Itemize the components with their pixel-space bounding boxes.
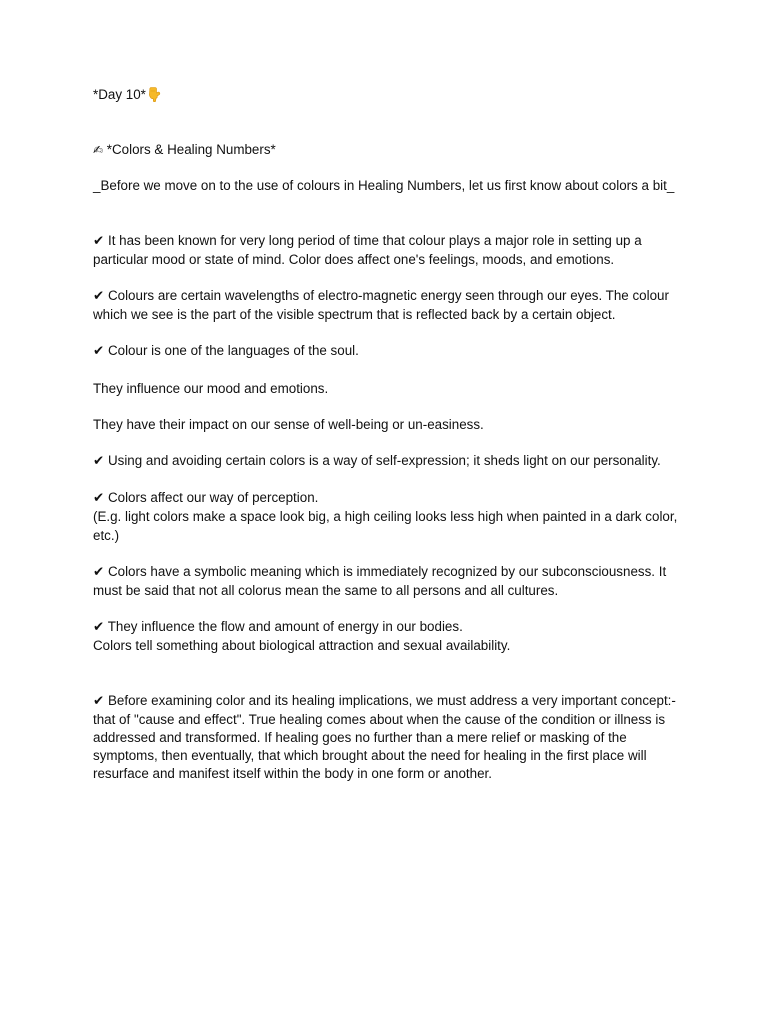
paragraph-text: Colors affect our way of perception. <box>107 490 319 506</box>
check-mark-icon: ✔ <box>93 454 105 470</box>
document-page <box>93 86 683 784</box>
paragraph-text: They influence the flow and amount of energy in our bodies. <box>107 619 463 635</box>
bullet-paragraph <box>93 287 683 324</box>
bullet-paragraph <box>93 342 683 361</box>
check-mark-icon: ✔ <box>93 233 105 249</box>
paragraph-text: Before examining color and its healing implications, we must address a very important concept:- that of "cause and effect". True healing comes about when the cause of the condition or illness is addressed and transformed. If healing goes no further than a mere relief or masking of the symptoms, then eventually, that which brought about the need for healing in the first place will resurface and manifest itself within the body in one form or another. <box>93 692 676 782</box>
paragraph: (E.g. light colors make a space look big, a high ceiling looks less high when painted in a dark color, etc.) <box>93 509 678 543</box>
paragraph-text: It has been known for very long period of time that colour plays a major role in setting up a particular mood or state of mind. Color does affect one's feelings, moods, and emotions. <box>93 232 642 267</box>
paragraph-text: Colour is one of the languages of the soul. <box>107 343 359 359</box>
bullet-paragraph <box>93 232 683 269</box>
bullet-paragraph <box>93 452 683 471</box>
bullet-paragraph <box>93 618 683 637</box>
pointing-down-hand-icon <box>146 86 162 102</box>
intro-paragraph: _Before we move on to the use of colours in Healing Numbers, let us first know about colors a bit_ <box>93 178 675 194</box>
bullet-paragraph <box>93 563 683 600</box>
check-mark-icon: ✔ <box>93 344 105 360</box>
paragraph: They influence our mood and emotions. <box>93 380 329 396</box>
check-mark-icon: ✔ <box>93 289 105 305</box>
bullet-paragraph <box>93 692 683 784</box>
paragraph-text: Colors have a symbolic meaning which is immediately recognized by our subconsciousness. It must be said that not all colorus mean the same to all persons and all cultures. <box>93 563 667 599</box>
paragraph: They have their impact on our sense of well-being or un-easiness. <box>93 416 484 432</box>
check-mark-icon: ✔ <box>93 564 105 580</box>
check-mark-icon: ✔ <box>93 620 105 636</box>
paragraph: Colors tell something about biological attraction and sexual availability. <box>93 638 511 654</box>
writing-hand-icon: ✍ <box>93 143 104 158</box>
paragraph-text: Using and avoiding certain colors is a way of self-expression; it sheds light on our personality. <box>107 453 661 469</box>
bullet-paragraph <box>93 489 683 508</box>
check-mark-icon: ✔ <box>93 693 105 709</box>
document-title-text: *Colors & Healing Numbers* <box>106 142 276 158</box>
paragraph-text: Colours are certain wavelengths of electro-magnetic energy seen through our eyes. The colour which we see is the part of the visible spectrum that is reflected back by a certain object. <box>93 288 669 323</box>
day-heading <box>93 86 683 104</box>
check-mark-icon: ✔ <box>93 491 105 507</box>
day-heading-text: *Day 10* <box>93 87 146 102</box>
document-title <box>93 141 683 159</box>
